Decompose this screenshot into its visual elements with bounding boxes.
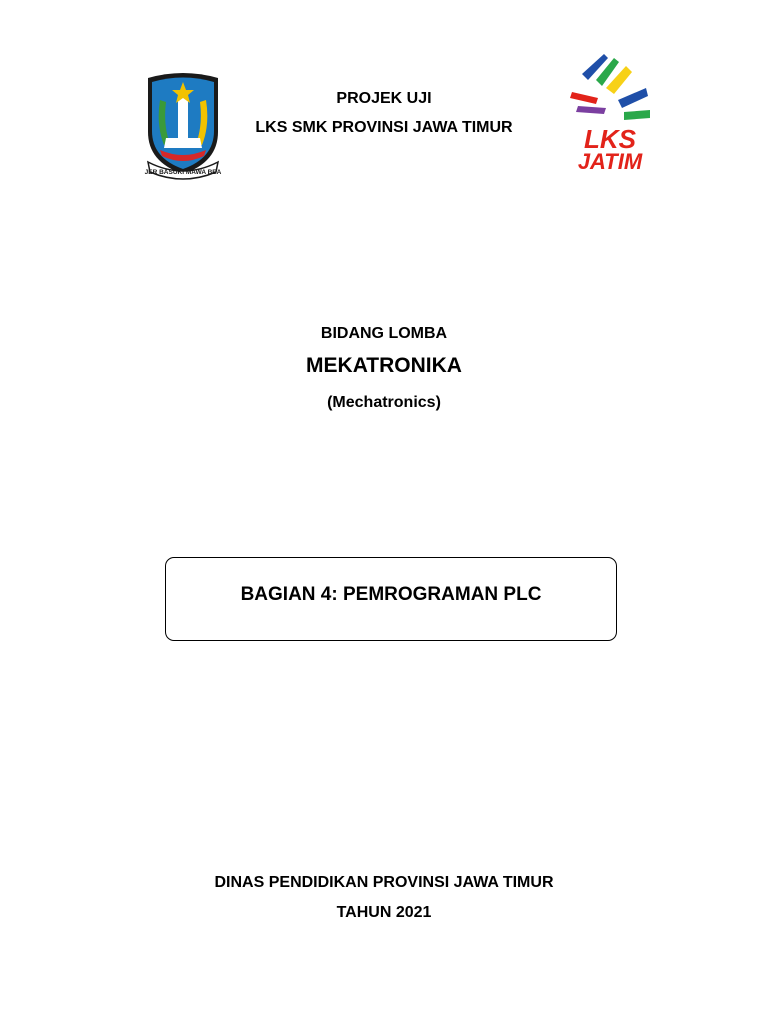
jatim-logo-text: JATIM — [577, 149, 643, 172]
lks-logo-text: LKS — [584, 124, 636, 154]
competition-label: BIDANG LOMBA — [320, 325, 448, 342]
competition-name-english: (Mechatronics) — [327, 394, 441, 411]
section-box — [165, 557, 617, 641]
competition-name: MEKATRONIKA — [306, 354, 462, 377]
header-subtitle: LKS SMK PROVINSI JAWA TIMUR — [255, 119, 513, 136]
footer-year: TAHUN 2021 — [336, 904, 432, 921]
footer-organization: DINAS PENDIDIKAN PROVINSI JAWA TIMUR — [214, 874, 554, 891]
coat-of-arms-ribbon-text: JER BASUKI MAWA BEA — [144, 169, 222, 176]
header-title: PROJEK UJI — [336, 90, 432, 107]
lks-jatim-logo-icon — [562, 52, 658, 172]
section-title: BAGIAN 4: PEMROGRAMAN PLC — [240, 584, 542, 605]
